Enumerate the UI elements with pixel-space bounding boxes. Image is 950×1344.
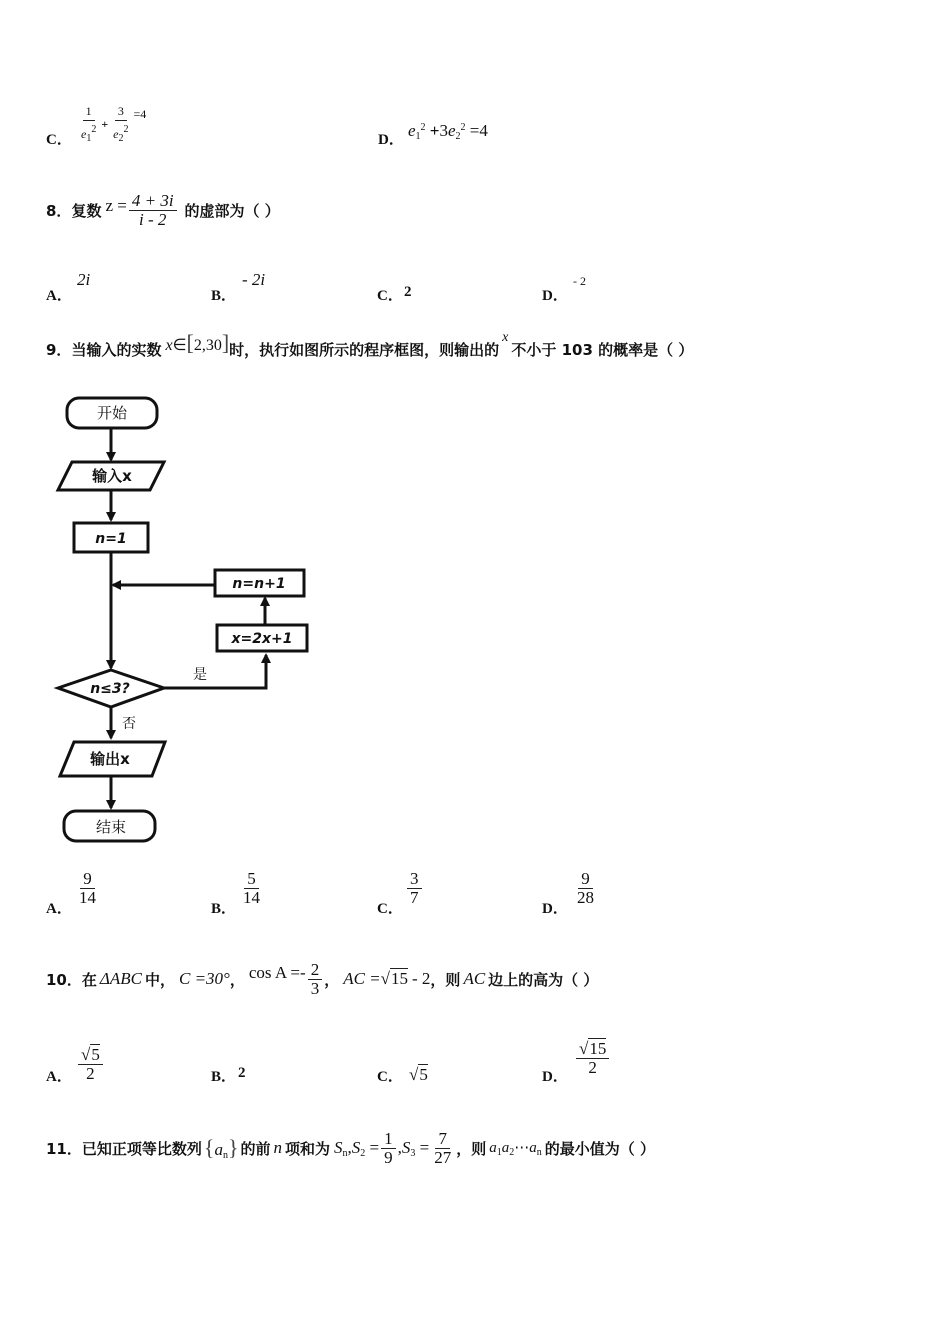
q11-s2: S (351, 1137, 361, 1157)
q11-text5: 的最小值为（ ） (544, 1139, 655, 1158)
q9a-den: 14 (79, 888, 96, 907)
q9-x2: x (502, 330, 509, 345)
flow-start-text: 开始 (96, 404, 128, 422)
q10-cos: cos A =- (248, 963, 306, 982)
q9b-den: 14 (243, 888, 260, 907)
q7c-sub2: 2 (118, 133, 124, 144)
q9-x: x (165, 337, 173, 354)
q10-number: 10． (46, 970, 82, 989)
q8-option-a-label: A． (46, 288, 72, 304)
q9d-den: 28 (577, 888, 594, 907)
q11-prod-a1: a (489, 1140, 497, 1156)
flow-condition-text: n≤3? (90, 681, 130, 697)
q9-option-c-label: C． (377, 901, 403, 917)
q9-option-c-value (405, 870, 424, 907)
q11-prod-a2: a (501, 1140, 510, 1156)
q8-option-c-value: 2 (404, 284, 412, 300)
q8-stem (46, 186, 280, 234)
flow-input-text: 输入x (92, 467, 132, 485)
q11-s3: S (401, 1137, 411, 1157)
q10-angle: C =30° (179, 969, 230, 988)
q10-root: 15 (391, 969, 408, 988)
q11-prod-sub-n: n (536, 1147, 542, 1158)
q11-s2-den: 9 (384, 1147, 393, 1167)
q9d-num: 9 (578, 870, 593, 889)
q10a-root: 5 (91, 1045, 100, 1064)
q7d-exp2: 2 (460, 122, 466, 133)
q11-an-sub: n (222, 1150, 228, 1161)
q10-text4: 边上的高为（ ） (488, 970, 599, 989)
q9-option-b-value (238, 870, 265, 907)
q9-in: ∈ (172, 337, 187, 354)
q11-stem: 11． 已知正项等比数列 $\{a_n\}$ 的前 n 项和为 $S_n,S_2$ = $\frac{1}{9}$ $,S_3$ = $\frac{7}{27}$ ，则 $a_1a_2\cdots a_n$ 的最小值为（ ） (46, 1128, 655, 1167)
q9-text3: 不小于 103 的概率是（ ） (511, 341, 694, 359)
q9-text1: 当输入的实数 (71, 341, 162, 359)
q8-frac-num: 4 + 3i (129, 192, 177, 211)
q10-ac: AC = (343, 969, 381, 988)
q9-option-d-value (572, 870, 599, 907)
flow-end-text: 结束 (95, 818, 127, 836)
q11-sn: S (334, 1137, 343, 1157)
q7d-e2: e (447, 121, 456, 140)
q10-option-b-label: B． (211, 1069, 237, 1085)
q7c-exp2: 2 (123, 124, 129, 135)
q10-comma2: ， (324, 970, 340, 989)
q7c-frac2-den: e (113, 127, 119, 141)
q7d-exp1: 2 (420, 122, 426, 133)
q11-s3-num: 7 (435, 1130, 450, 1149)
q10-text3: ，则 (430, 970, 461, 989)
q9-option-a-label: A． (46, 901, 72, 917)
q7c-rhs: =4 (133, 106, 147, 121)
q7c-frac2-num: 3 (115, 102, 127, 121)
q7-option-c-formula (76, 102, 146, 148)
q9-option-b-label: B． (211, 901, 237, 917)
q10-option-d-label: D． (542, 1069, 568, 1085)
q7c-frac1-num: 1 (83, 102, 95, 121)
q9-option-a-value (74, 870, 101, 907)
q11-text2: 的前 (240, 1139, 271, 1158)
q8-option-d-label: D． (542, 288, 568, 304)
q10-comma1: ， (229, 970, 245, 989)
q10-triangle: ΔABC (99, 969, 142, 988)
q10-stem: 10． 在 ΔABC 中， C =30° ， cos A =- $\frac{2}{3}$ ， AC = √15 - 2 ，则 AC 边上的高为（ ） (46, 959, 599, 998)
q7c-sub1: 1 (86, 133, 92, 144)
q9-number: 9． (46, 341, 72, 359)
flow-no-label: 否 (122, 716, 136, 732)
q7c-plus: + (101, 116, 109, 131)
q10-option-c-value: √5 (409, 1065, 428, 1084)
q7c-exp1: 2 (91, 124, 97, 135)
q8-option-a-value: 2i (77, 270, 91, 289)
q11-number: 11． (46, 1139, 82, 1158)
q9b-num: 5 (244, 870, 259, 889)
q11-text3: 项和为 (285, 1139, 331, 1158)
q7d-sub1: 1 (415, 131, 421, 142)
q10-option-d-value: $\frac{√15}{2}$ (574, 1040, 611, 1077)
q8-option-b-value: - 2i (242, 270, 266, 289)
q9c-num: 3 (407, 870, 422, 889)
q7d-sub2: 2 (455, 131, 461, 142)
q7d-rhs: =4 (469, 121, 488, 140)
flow-arrow-yes (164, 655, 266, 688)
q10-minus2: - 2 (412, 969, 431, 988)
q9c-den: 7 (410, 888, 419, 907)
q7d-coef: 3 (439, 121, 448, 140)
q7d-e1: e (408, 121, 416, 140)
q11-text1: 已知正项等比数列 (81, 1139, 202, 1158)
q10a-den: 2 (86, 1064, 95, 1083)
q11-s3-den: 27 (434, 1147, 452, 1167)
q10-text2: 中， (144, 970, 175, 989)
q10-option-a-label: A． (46, 1069, 72, 1085)
q8-frac-den: i - 2 (139, 209, 167, 229)
q8-z: z = (105, 196, 127, 215)
q11-n: n (273, 1138, 283, 1157)
q11-s2-sub: 2 (360, 1147, 366, 1159)
q7c-frac1-den: e (81, 127, 87, 141)
q8-text-before: 复数 (71, 201, 102, 220)
q9a-num: 9 (80, 870, 95, 889)
q9-flowchart (0, 380, 360, 860)
flow-output-text: 输出x (90, 750, 130, 768)
q7-option-d-label: D． (378, 132, 404, 148)
q10d-den: 2 (588, 1058, 597, 1077)
q7d-plus: + (429, 121, 440, 140)
q11-prod-an: a (529, 1140, 537, 1156)
q9-text2: 时，执行如图所示的程序框图，则输出的 (229, 341, 500, 359)
q10d-root: 15 (589, 1039, 607, 1058)
q10-text1: 在 (81, 970, 97, 989)
q9-stem: 9． 当输入的实数 x∈[2,30] 时，执行如图所示的程序框图，则输出的 x 不小于 103 的概率是（ ） (46, 330, 694, 359)
q8-number: 8． (46, 201, 72, 220)
q11-s2-num: 1 (381, 1130, 396, 1149)
flow-increment-text: n=n+1 (232, 576, 286, 592)
q7-option-c-label: C． (46, 132, 72, 148)
q10-cos-den: 3 (310, 978, 320, 998)
q11-sn-sub: n (342, 1147, 348, 1159)
flow-yes-label: 是 (193, 667, 207, 683)
q8-option-b-label: B． (211, 288, 237, 304)
q8-text-after: 的虚部为（ ） (184, 201, 280, 220)
q10c-root: 5 (419, 1065, 428, 1084)
q10-option-b-value: 2 (238, 1065, 246, 1081)
q11-s3-sub: 3 (410, 1147, 416, 1159)
flow-update-text: x=2x+1 (231, 631, 293, 647)
q7-option-d-formula (408, 121, 488, 142)
q9-option-d-label: D． (542, 901, 568, 917)
flow-init-text: n=1 (95, 531, 127, 547)
q11-prod-dots: ⋯ (514, 1140, 530, 1156)
q11-an: a (214, 1140, 223, 1159)
q11-text4: ，则 (456, 1139, 487, 1158)
q10-option-c-label: C． (377, 1069, 403, 1085)
q8-option-d-value: - 2 (573, 274, 586, 288)
q10-cos-num: 2 (308, 961, 323, 980)
q10-ac2: AC (463, 969, 486, 988)
q10-option-a-value: $\frac{√5}{2}$ (76, 1046, 105, 1083)
q9-interval: 2,30 (193, 337, 222, 354)
q8-option-c-label: C． (377, 288, 403, 304)
